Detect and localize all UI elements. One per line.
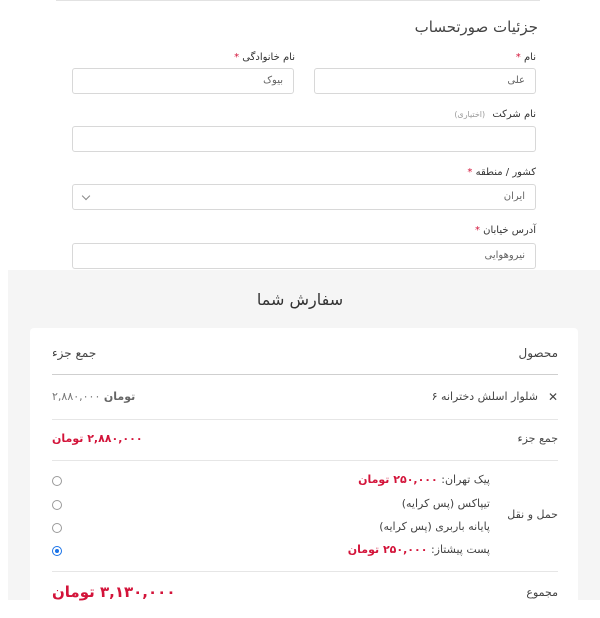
order-title: سفارش شما xyxy=(256,290,344,309)
header-divider xyxy=(52,374,558,375)
last-name-field[interactable]: بیوک xyxy=(72,68,294,94)
company-label: نام شرکت (اختیاری) xyxy=(454,109,536,120)
order-review-card xyxy=(30,328,578,618)
street-field[interactable]: نیروهوایی xyxy=(72,243,536,269)
billing-title: جزئیات صورتحساب xyxy=(414,18,538,36)
row-divider xyxy=(52,460,558,461)
shipping-radio-terminal[interactable] xyxy=(52,523,62,533)
shipping-radio-tipax[interactable] xyxy=(52,500,62,510)
column-subtotal: جمع جزء xyxy=(52,346,97,360)
first-name-field[interactable]: علی xyxy=(314,68,536,94)
shipping-option-terminal[interactable]: پایانه باربری (پس کرایه) xyxy=(379,520,490,533)
street-label: آدرس خیابان * xyxy=(474,225,536,236)
close-icon[interactable]: ✕ xyxy=(547,390,558,404)
column-product: محصول xyxy=(518,346,558,360)
country-select[interactable] xyxy=(72,184,536,210)
subtotal-value: ۲,۸۸۰,۰۰۰ تومان xyxy=(52,432,143,445)
cart-item-price: تومان ۲,۸۸۰,۰۰۰ xyxy=(52,390,136,403)
shipping-label: حمل و نقل xyxy=(507,508,558,521)
shipping-option-courier[interactable]: پیک تهران: ۲۵۰,۰۰۰ تومان xyxy=(358,473,490,486)
shipping-radio-express-post[interactable] xyxy=(52,546,62,556)
shipping-option-express-post[interactable]: پست پیشتاز: ۲۵۰,۰۰۰ تومان xyxy=(347,543,490,556)
company-field[interactable] xyxy=(72,126,536,152)
shipping-radio-courier[interactable] xyxy=(52,476,62,486)
cart-item-name: شلوار اسلش دخترانه ۶ xyxy=(431,390,538,403)
row-divider xyxy=(52,571,558,572)
top-divider xyxy=(56,0,540,1)
total-label: مجموع xyxy=(526,586,558,599)
last-name-label: نام خانوادگی * xyxy=(234,52,295,63)
chevron-down-icon xyxy=(82,192,90,200)
subtotal-label: جمع جزء xyxy=(517,432,558,445)
total-value: ۳,۱۳۰,۰۰۰ تومان xyxy=(52,583,176,601)
shipping-option-tipax[interactable]: تیپاکس (پس کرایه) xyxy=(401,497,490,510)
country-label: کشور / منطقه * xyxy=(467,167,536,178)
first-name-label: نام * xyxy=(515,52,536,63)
country-value: ایران xyxy=(503,191,525,202)
row-divider xyxy=(52,419,558,420)
